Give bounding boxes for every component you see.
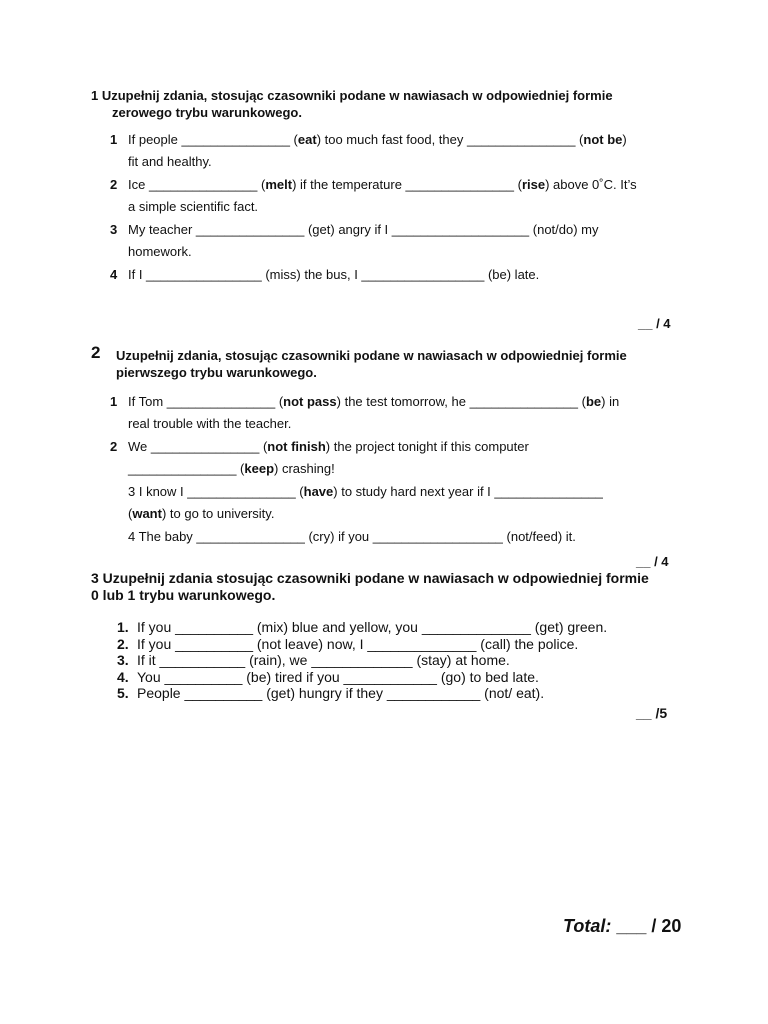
section1-score: __ / 4 [638, 316, 671, 331]
section2-title: Uzupełnij zdania, stosując czasowniki podane w nawiasach w odpowiedniej formie pierwszego trybu warunkowego. [116, 348, 627, 380]
section3-list [117, 619, 607, 702]
list-item: 4 The baby _______________ (cry) if you __________________ (not/feed) it. [128, 529, 576, 544]
list-item: 1 If people _______________ (eat) too much fast food, they _______________ (not be) [110, 132, 627, 147]
list-item: 4 If I ________________ (miss) the bus, I _________________ (be) late. [110, 267, 540, 282]
section2-number: 2 [91, 343, 101, 362]
list-item: 3. If it ___________ (rain), we _____________ (stay) at home. [117, 652, 510, 668]
list-item: 5. People __________ (get) hungry if they ____________ (not/ eat). [117, 685, 545, 701]
section1-title: 1 Uzupełnij zdania, stosując czasowniki podane w nawiasach w odpowiedniej formie zerowego trybu warunkowego. [91, 88, 613, 120]
list-item: 1 If Tom _______________ (not pass) the test tomorrow, he _______________ (be) in [110, 394, 620, 409]
section3-title: 3 Uzupełnij zdania stosując czasowniki podane w nawiasach w odpowiedniej formie 0 lub 1 trybu warunkowego. [91, 570, 649, 603]
section2-score: __ / 4 [636, 554, 669, 569]
total-score: Total: ___ / 20 [563, 916, 682, 936]
list-item: 4. You __________ (be) tired if you ____________ (go) to bed late. [117, 668, 539, 685]
list-item: 2 We _______________ (not finish) the project tonight if this computer [110, 439, 529, 454]
list-item: 2 Ice _______________ (melt) if the temperature _______________ (rise) above 0˚C. It’s [110, 177, 637, 192]
section1-list: 1 If people _______________ (eat) too much fast food, they _______________ (not be) fit and healthy. 2 Ice _______________ (melt) if the temperature _______________ (rise) above 0˚C. It’s a simple scientific fact. 3 My teacher _______________ (get) angry if I ___________________ (not/do) my homework. 4 If I ________________ (miss) the bus, I _________________ (be) late. [110, 129, 637, 286]
section2-list: 1 If Tom _______________ (not pass) the test tomorrow, he _______________ (be) in real trouble with the teacher. 2 We _______________ (not finish) the project tonight if this computer _______________ (keep) crashing! 3 I know I _______________ (have) to study hard next year if I _______________ (want) to go to university. 4 The baby _______________ (cry) if you __________________ (not/feed) it. [110, 391, 619, 548]
list-item: 3 My teacher _______________ (get) angry if I ___________________ (not/do) my [110, 222, 599, 237]
list-item: 3 I know I _______________ (have) to study hard next year if I _______________ [128, 484, 603, 499]
section3-score: __ /5 [636, 705, 668, 721]
list-item: 2. If you __________ (not leave) now, I ______________ (call) the police. [117, 635, 579, 652]
list-item: 1. If you __________ (mix) blue and yellow, you ______________ (get) green. [117, 619, 608, 635]
